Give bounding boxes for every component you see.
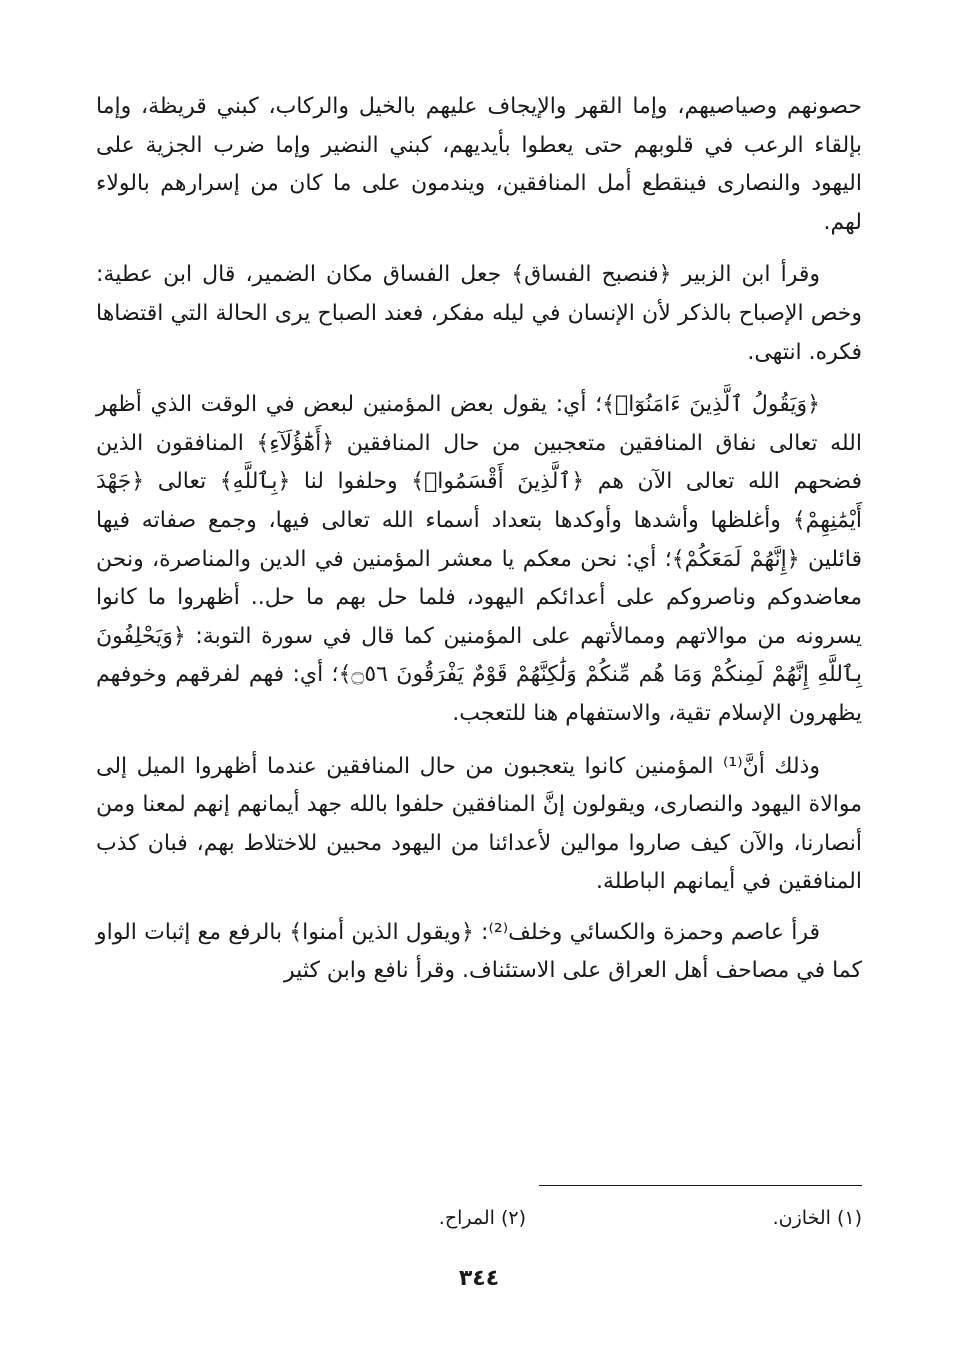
paragraph-4: وذلك أنَّ⁽¹⁾ المؤمنين كانوا يتعجبون من حال المنافقين عندما أظهروا الميل إلى موالاة اليهود والنصارى، ويقولون إنَّ المنافقين حلفوا بالله جهد أيمانهم إنهم لمعنا ومن أنصارنا، والآن كيف صاروا موالين لأعدائنا من اليهود محبين للاختلاط بهم، فبان كذب المنافقين في أيمانهم الباطلة. (96, 753, 862, 895)
paragraph-2: وقرأ ابن الزبير ﴿فنصبح الفساق﴾ جعل الفساق مكان الضمير، قال ابن عطية: وخص الإصباح بالذكر لأن الإنسان في ليله مفكر، فعند الصباح يرى الحالة التي اقتضاها فكره. انتهى. (96, 262, 862, 365)
footnotes (96, 1203, 862, 1233)
footnote-divider (539, 1185, 862, 1186)
footnote-1: (١) الخازن. (772, 1207, 862, 1229)
paragraph-5: قرأ عاصم وحمزة والكسائي وخلف⁽²⁾: ﴿ويقول الذين أمنوا﴾ بالرفع مع إثبات الواو كما في مصاحف أهل العراق على الاستئناف. وقرأ نافع وابن كثير (96, 919, 862, 984)
paragraph-1: حصونهم وصياصيهم، وإما القهر والإيجاف عليهم بالخيل والركاب، كبني قريظة، وإما بإلقاء الرعب في قلوبهم حتى يعطوا بأيديهم، كبني النضير وإما ضرب الجزية على اليهود والنصارى فينقطع أمل المنافقين، ويندمون على ما كان من إسرارهم بالولاء لهم. (96, 94, 862, 235)
book-page (96, 88, 863, 1291)
page-number: ٣٤٤ (458, 1266, 500, 1291)
footnote-2: (٢) المراح. (438, 1207, 526, 1229)
paragraph-3: ﴿وَيَقُولُ ٱلَّذِينَ ءَامَنُوٓا۟﴾؛ أي: يقول بعض المؤمنين لبعض في الوقت الذي أظهر الله تعالى نفاق المنافقين متعجبين من حال المنافقين ﴿أَهَٰٓؤُلَآءِ﴾ المنافقون الذين فضحهم الله تعالى الآن هم ﴿ٱلَّذِينَ أَقْسَمُوا۟﴾ وحلفوا لنا ﴿بِٱللَّهِ﴾ تعالى ﴿جَهْدَ أَيْمَٰنِهِمْ﴾ وأغلظها وأشدها وأوكدها بتعداد أسماء الله تعالى فيها، وجمع صفاته فيها قائلين ﴿إِنَّهُمْ لَمَعَكُمْ﴾؛ أي: نحن معكم يا معشر المؤمنين في الدين والمناصرة، ونحن معاضدوكم وناصروكم على أعدائكم اليهود، فلما حل بهم ما حل.. أظهروا ما كانوا يسرونه من موالاتهم وممالأتهم على المؤمنين كما قال في سورة التوبة: ﴿وَيَحْلِفُونَ بِٱللَّهِ إِنَّهُمْ لَمِنكُمْ وَمَا هُم مِّنكُمْ وَلَٰكِنَّهُمْ قَوْمٌ يَفْرَقُونَ ۝٥٦﴾؛ أي: فهم لفرقهم وخوفهم يظهرون الإسلام تقية، والاستفهام هنا للتعجب. (96, 392, 863, 726)
